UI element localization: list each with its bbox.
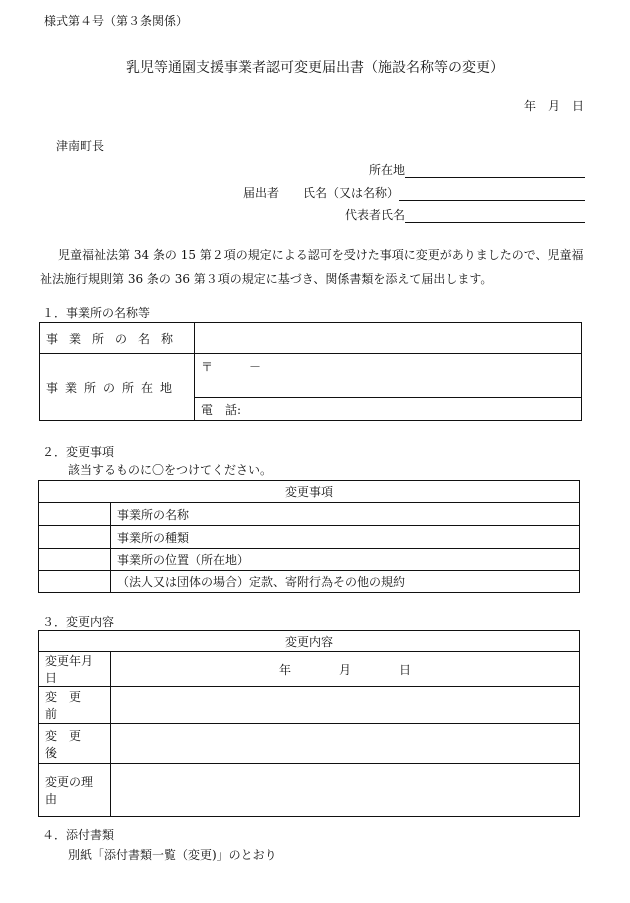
representative-field[interactable] bbox=[405, 208, 585, 223]
section1-heading: １．事業所の名称等 bbox=[42, 306, 151, 320]
mark-cell[interactable] bbox=[39, 503, 111, 526]
change-items-table bbox=[38, 480, 580, 593]
form-number: 様式第４号（第３条関係） bbox=[44, 14, 189, 28]
representative-label: 代表者氏名 bbox=[344, 208, 405, 222]
reason-field[interactable] bbox=[111, 764, 580, 817]
before-field[interactable] bbox=[111, 687, 580, 724]
name-field[interactable] bbox=[399, 186, 585, 201]
change-items-header: 変更事項 bbox=[39, 481, 580, 503]
postal-field[interactable]: 〒 － bbox=[195, 354, 582, 398]
phone-field[interactable]: 電 話: bbox=[195, 398, 582, 421]
document-title: 乳児等通園支援事業者認可変更届出書（施設名称等の変更） bbox=[126, 60, 504, 76]
address-row bbox=[369, 161, 585, 178]
change-item: 事業所の種類 bbox=[111, 526, 580, 549]
change-details-header: 変更内容 bbox=[39, 631, 580, 652]
applicant-label: 届出者 bbox=[243, 186, 280, 200]
mark-cell[interactable] bbox=[39, 526, 111, 549]
section3-heading: ３．変更内容 bbox=[42, 615, 115, 629]
name-label: 氏名（又は名称） bbox=[302, 186, 399, 200]
name-row bbox=[303, 184, 585, 201]
mark-cell[interactable] bbox=[39, 571, 111, 593]
section2-instruction: 該当するものに〇をつけてください。 bbox=[68, 463, 273, 477]
attachments-text: 別紙「添付書類一覧（変更)」のとおり bbox=[68, 848, 277, 862]
change-item: （法人又は団体の場合）定款、寄附行為その他の規約 bbox=[111, 571, 580, 593]
representative-row bbox=[345, 206, 585, 223]
change-item: 事業所の名称 bbox=[111, 503, 580, 526]
after-label: 変 更 後 bbox=[39, 724, 111, 764]
reason-label: 変更の理由 bbox=[39, 764, 111, 817]
after-field[interactable] bbox=[111, 724, 580, 764]
before-label: 変 更 前 bbox=[39, 687, 111, 724]
facility-location-label: 事業所の所在地 bbox=[40, 354, 195, 421]
change-item: 事業所の位置（所在地） bbox=[111, 549, 580, 571]
facility-name-label: 事業所の名称 bbox=[40, 323, 195, 354]
body-text: 児童福祉法第 34 条の 15 第２項の規定による認可を受けた事項に変更がありましたので、児童福祉法施行規則第 36 条の 36 第３項の規定に基づき、関係書類を添えて届出します。 bbox=[40, 248, 584, 286]
address-label: 所在地 bbox=[368, 163, 405, 177]
mark-cell[interactable] bbox=[39, 549, 111, 571]
date-line: 年 月 日 bbox=[523, 99, 584, 113]
addressee: 津南町長 bbox=[56, 139, 105, 153]
change-date-field[interactable]: 年 月 日 bbox=[111, 652, 580, 687]
section2-heading: ２．変更事項 bbox=[42, 445, 115, 459]
section4-heading: ４．添付書類 bbox=[42, 828, 115, 842]
change-details-table bbox=[38, 630, 580, 817]
change-date-label: 変更年月日 bbox=[39, 652, 111, 687]
facility-name-field[interactable] bbox=[195, 323, 582, 354]
facility-table bbox=[39, 322, 582, 421]
address-field[interactable] bbox=[405, 163, 585, 178]
